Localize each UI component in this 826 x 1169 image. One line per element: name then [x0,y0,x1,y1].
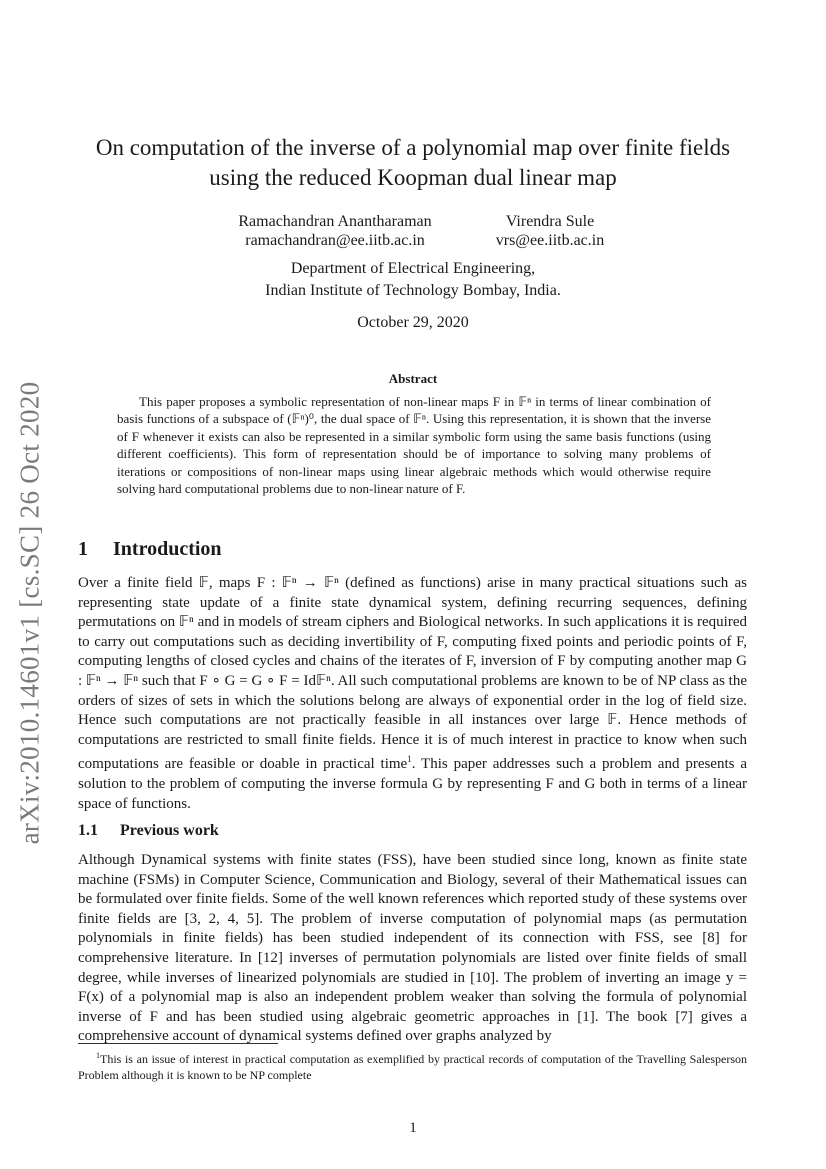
page-number: 1 [409,1120,417,1136]
section-number: 1 [78,538,88,560]
subsection-title: Previous work [120,822,219,839]
footnote [78,1048,747,1083]
subsection-number: 1.1 [78,822,98,839]
footnote-divider [78,1043,278,1044]
author-block-2 [470,212,630,250]
abstract-text: This paper proposes a symbolic representation of non-linear maps F in 𝔽ⁿ in terms of linear combination of basis functions of a subspace of (𝔽ⁿ)⁰, the dual space of 𝔽ⁿ. Using this representation, it is shown that the inverse of F whenever it exists can also be represented in a similar symbolic form using the same basis functions (using different coefficients). This form of representation should be of importance to solving many problems of iterations or compositions of non-linear maps using linear algebraic methods which would otherwise require solving hard computational problems due to non-linear nature of F. [117,394,711,497]
abstract-heading: Abstract [388,371,438,386]
subsection-heading-previous-work [78,822,219,840]
author-name: Ramachandran Anantharaman [238,213,432,230]
author-block-1 [205,212,465,250]
arxiv-identifier: arXiv:2010.14601v1 [cs.SC] 26 Oct 2020 [14,381,45,844]
introduction-paragraph: Over a finite field 𝔽, maps F : 𝔽ⁿ → 𝔽ⁿ (defined as functions) arise in many practical situations such as representing state update of a finite state dynamical system, defining recurring sequences, defining permutations on 𝔽ⁿ and in models of stream ciphers and Biological networks. In such applications it is required to carry out computations such as deciding invertibility of F, computing fixed points and periodic points of F, computing lengths of closed cycles and chains of the iterates of F, inversion of F by computing another map G : 𝔽ⁿ → 𝔽ⁿ such that F ∘ G = G ∘ F = Id𝔽ⁿ. All such computational problems are known to be of NP class as the orders of sizes of sets in which the solutions belong are always of exponential order in the log of field size. Hence such computations are not practically feasible in all instances over large 𝔽. Hence methods of computations are restricted to small finite fields. Hence it is of much interest in practice to know when such computations are feasible or doable in practical time$^1$. This paper addresses such a problem and presents a solution to the problem of computing the inverse formula G by representing F and G both in terms of a linear space of functions. [78,575,747,812]
title-line-1: On computation of the inverse of a polynomial map over finite fields [95,135,731,160]
footnote-reference[interactable]: 1 [407,754,412,765]
paper-title [60,133,766,193]
title-line-2: using the reduced Koopman dual linear map [209,165,617,190]
previous-work-paragraph: Although Dynamical systems with finite states (FSS), have been studied since long, known as finite state machine (FSMs) in Computer Science, Communication and Biology, several of their Mathematical issues can be formulated over finite fields. Some of the well known references which reported study of these systems over finite fields are [3, 2, 4, 5]. The problem of inverse computation of polynomial maps (as permutation polynomials in finite fields) has been studied independent of its connection with FSS, see [8] for comprehensive literature. In [12] inverses of permutation polynomials are listed over finite fields of small degree, while inverses of linearized polynomials are studied in [10]. The problem of inverting an image y = F(x) of a polynomial map is also an independent problem weaker than solving the formula of polynomial inverse of F and has been studied using algebraic geometric approaches in [1]. The book [7] gives a comprehensive account of dynamical systems defined over graphs analyzed by [78,852,747,1045]
section-heading-introduction [78,538,222,561]
footnote-text: This is an issue of interest in practical computation as exemplified by practical records of computation of the Travelling Salesperson Problem although it is known to be NP complete [78,1052,747,1082]
affiliation-line-2: Indian Institute of Technology Bombay, India. [265,282,561,299]
author-email[interactable]: vrs@ee.iitb.ac.in [495,232,605,249]
affiliation-line-1: Department of Electrical Engineering, [290,260,536,277]
affiliation [60,258,766,302]
author-name: Virendra Sule [505,213,595,230]
footnote-mark: 1 [96,1051,100,1060]
author-email[interactable]: ramachandran@ee.iitb.ac.in [245,232,425,249]
section-title: Introduction [113,538,222,560]
paper-date: October 29, 2020 [357,314,469,331]
